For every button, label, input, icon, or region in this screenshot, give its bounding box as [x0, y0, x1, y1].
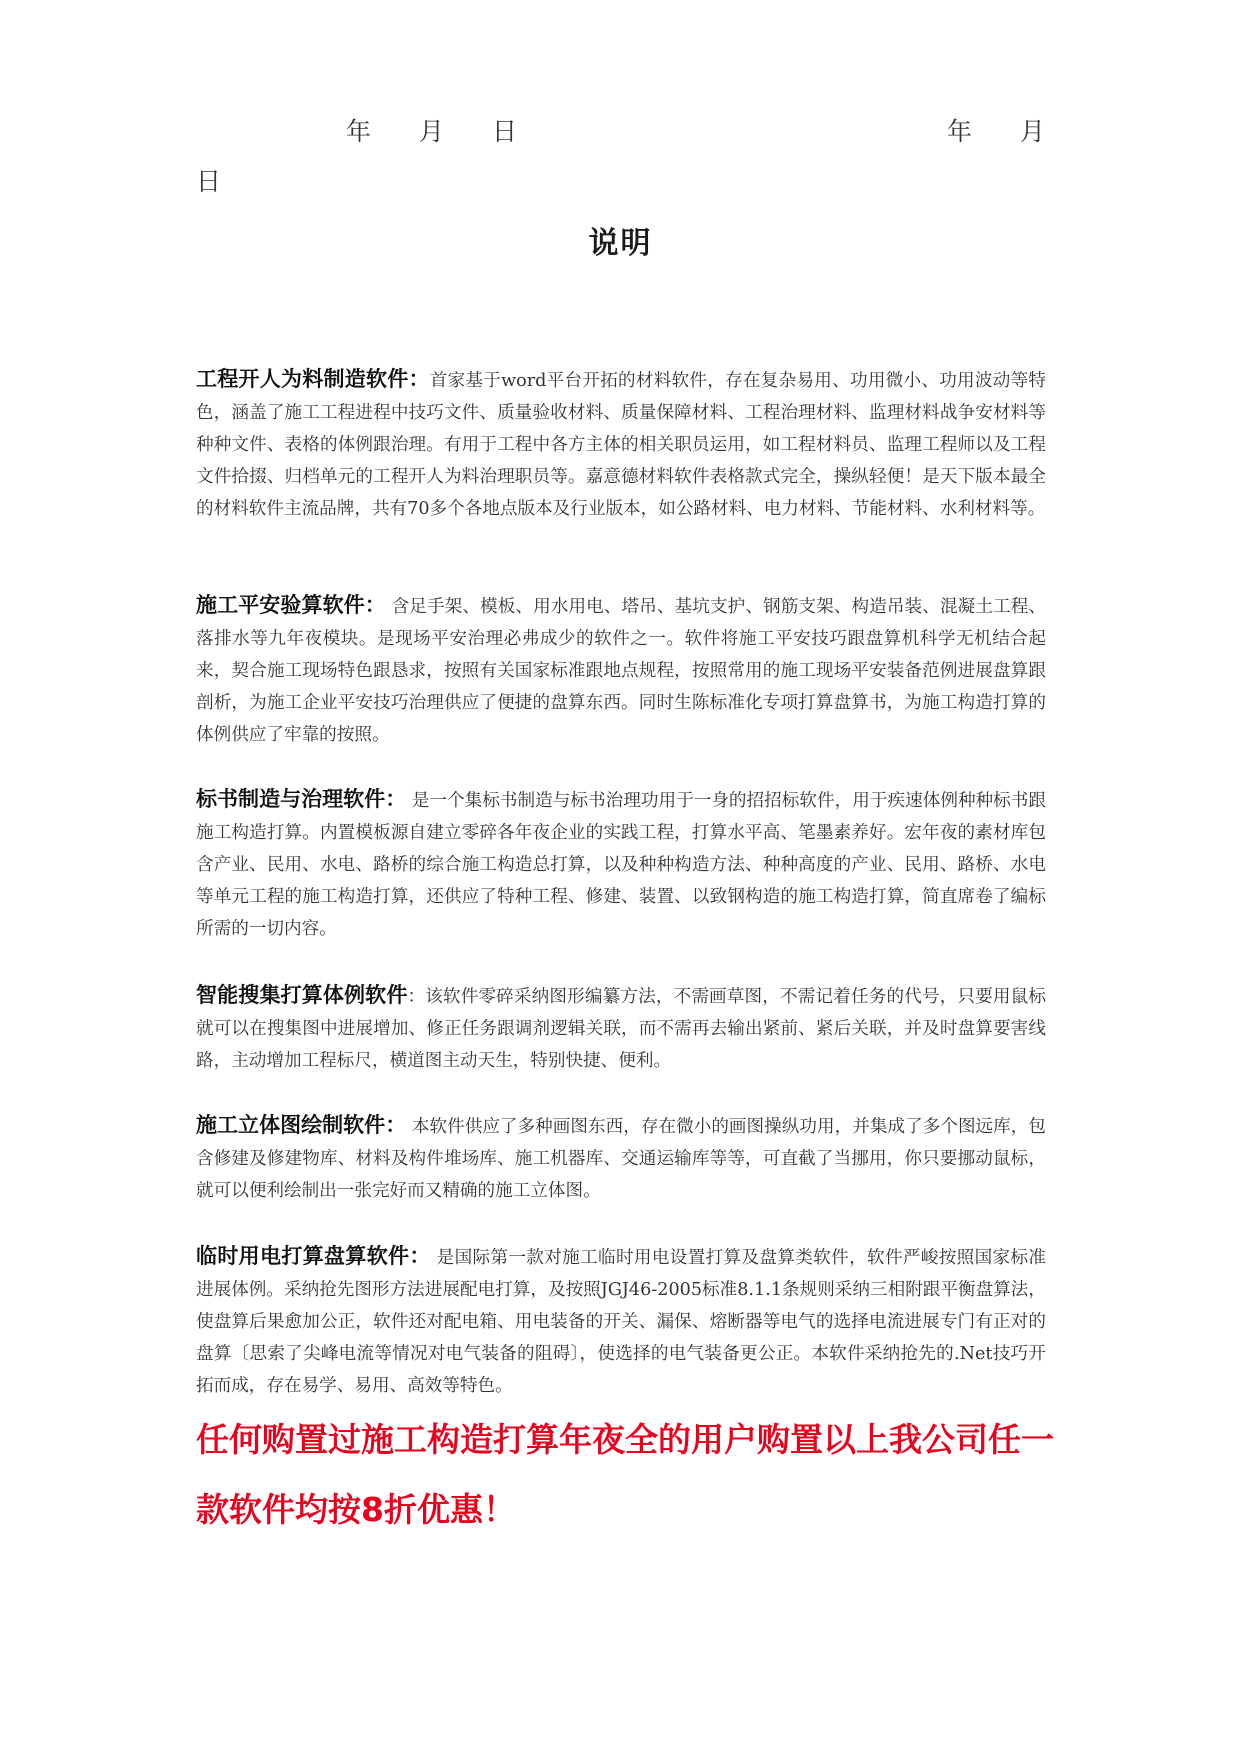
section-body: ：该软件零碎采纳图形编纂方法，不需画草图，不需记着任务的代号，只要用鼠标就可以在搜集图中进展增加、修正任务跟调剂逻辑关联，而不需再去输出紧前、紧后关联，并及时盘算要害线路，主动增加工程标尺，横道图主动天生，特别快捷、便利。 — [196, 987, 1046, 1071]
section-bid-document — [196, 783, 1046, 945]
section-body: 本软件供应了多种画图东西，存在微小的画图操纵功用，并集成了多个图远库，包含修建及修建物库、材料及构件堆场库、施工机器库、交通运输库等等，可直截了当挪用，你只要挪动鼠标，就可以便利绘制出一张完好而又精确的施工立体图。 — [196, 1117, 1047, 1201]
section-heading: 施工平安验算软件： — [196, 593, 386, 617]
section-body: 是国际第一款对施工临时用电设置打算及盘算类软件，软件严峻按照国家标准进展体例。采纳抢先图形方法进展配电打算，及按照JGJ46-2005标准8.1.1条规则采纳三相附跟平衡盘算法，使盘算后果愈加公正，软件还对配电箱、用电装备的开关、漏保、熔断器等电气的选择电流进展专门有正对的盘算〔思索了尖峰电流等情况对电气装备的阻碍〕，使选择的电气装备更公正。本软件采纳抢先的.Net技巧开拓而成，存在易学、易用、高效等特色。 — [196, 1248, 1046, 1396]
section-material-software — [196, 363, 1046, 525]
section-heading: 临时用电打算盘算软件： — [196, 1244, 431, 1268]
date-year-label: 年 — [346, 117, 372, 146]
date-month-label: 月 — [419, 117, 445, 146]
section-body: 是一个集标书制造与标书治理功用于一身的招招标软件，用于疾速体例种种标书跟施工构造打算。内置模板源自建立零碎各年夜企业的实践工程，打算水平高、笔墨素养好。宏年夜的素材库包含产业、民用、水电、路桥的综合施工构造总打算，以及种种构造方法、种种高度的产业、民用、路桥、水电等单元工程的施工构造打算，还供应了特种工程、修建、装置、以致钢构造的施工构造打算，简直席卷了编标所需的一切内容。 — [196, 791, 1047, 939]
section-heading: 工程开人为料制造软件： — [196, 367, 430, 391]
date-field-right-wrap — [196, 162, 221, 198]
date-day-label: 日 — [196, 167, 222, 196]
date-field-left — [346, 112, 517, 148]
date-day-label: 日 — [492, 117, 518, 146]
date-year-label: 年 — [947, 117, 973, 146]
section-heading: 智能搜集打算体例软件 — [196, 983, 408, 1007]
promo-banner: 任何购置过施工构造打算年夜全的用户购置以上我公司任一款软件均按8折优惠！ — [196, 1420, 1054, 1529]
date-month-label: 月 — [1020, 117, 1046, 146]
section-safety-calculation — [196, 589, 1046, 751]
section-body: 首家基于word平台开拓的材料软件，存在复杂易用、功用微小、功用波动等特色，涵盖了施工工程进程中技巧文件、质量验收材料、质量保障材料、工程治理材料、监理材料战争安材料等种种文件、表格的体例跟治理。有用于工程中各方主体的相关职员运用，如工程材料员、监理工程师以及工程文件拾掇、归档单元的工程开人为料治理职员等。嘉意德材料软件表格款式完全，操纵轻便！是天下版本最全的材料软件主流品牌，共有70多个各地点版本及行业版本，如公路材料、电力材料、节能材料、水利材料等。 — [196, 371, 1047, 519]
section-body: 含足手架、模板、用水用电、塔吊、基坑支护、钢筋支架、构造吊装、混凝土工程、落排水等九年夜模块。是现场平安治理必弗成少的软件之一。软件将施工平安技巧跟盘算机科学无机结合起来，契合施工现场特色跟恳求，按照有关国家标准跟地点规程，按照常用的施工现场平安装备范例进展盘算跟剖析，为施工企业平安技巧治理供应了便捷的盘算东西。同时生陈标准化专项打算盘算书，为施工构造打算的体例供应了牢靠的按照。 — [196, 597, 1046, 745]
section-site-plan — [196, 1109, 1046, 1207]
date-field-right — [947, 112, 1045, 148]
page-title: 说明 — [588, 226, 653, 261]
section-network-plan — [196, 979, 1046, 1077]
section-heading: 标书制造与治理软件： — [196, 787, 407, 811]
section-heading: 施工立体图绘制软件： — [196, 1113, 407, 1137]
section-temp-power — [196, 1240, 1046, 1402]
